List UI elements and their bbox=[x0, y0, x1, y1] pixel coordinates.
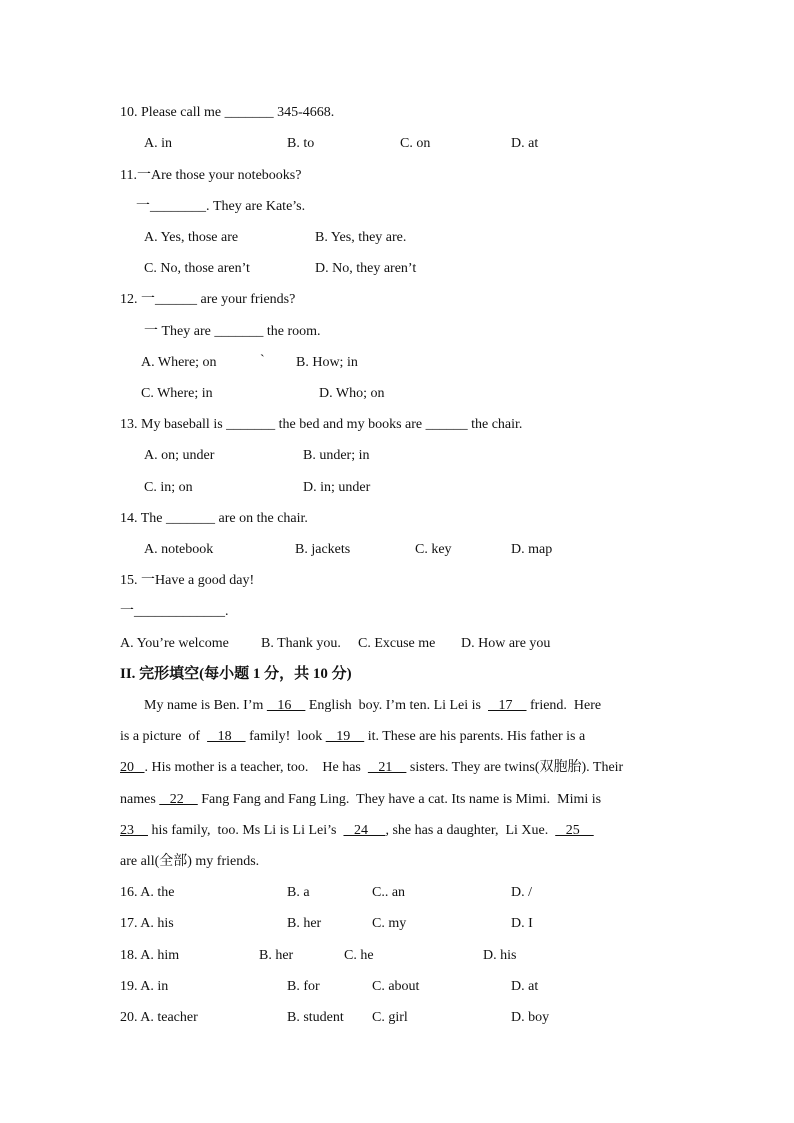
question-13-stem: 13. My baseball is _______ the bed and my books are ______ the chair. bbox=[120, 417, 523, 432]
blank-23: 23 bbox=[120, 823, 148, 838]
q15-option-a: A. You’re welcome bbox=[120, 636, 229, 651]
question-11-stem: 11.一Are those your notebooks? bbox=[120, 168, 302, 183]
q12-option-c: C. Where; in bbox=[141, 386, 213, 401]
q11-option-d: D. No, they aren’t bbox=[315, 261, 417, 276]
q18-option-a: 18. A. him bbox=[120, 948, 180, 963]
q13-option-d: D. in; under bbox=[303, 480, 371, 495]
q12-option-a: A. Where; on bbox=[141, 355, 217, 370]
q13-option-b: B. under; in bbox=[303, 448, 370, 463]
q16-option-c: C.. an bbox=[372, 885, 406, 900]
q14-option-b: B. jackets bbox=[295, 542, 351, 557]
q10-option-c: C. on bbox=[400, 136, 431, 151]
section-2-heading: II. 完形填空(每小题 1 分，共 10 分) bbox=[120, 666, 352, 682]
q14-option-d: D. map bbox=[511, 542, 553, 557]
blank-21: 21 bbox=[367, 760, 407, 775]
q11-option-a: A. Yes, those are bbox=[144, 230, 239, 245]
q14-option-a: A. notebook bbox=[144, 542, 214, 557]
question-10-stem: 10. Please call me _______ 345-4668. bbox=[120, 105, 335, 120]
q17-option-d: D. I bbox=[511, 916, 533, 931]
q19-option-a: 19. A. in bbox=[120, 979, 169, 994]
blank-16: 16 bbox=[266, 698, 306, 713]
passage-line-2: is a picture of 18 family! look 19 it. These are his parents. His father is a bbox=[120, 729, 586, 744]
question-14-stem: 14. The _______ are on the chair. bbox=[120, 511, 308, 526]
q18-option-c: C. he bbox=[344, 948, 374, 963]
q10-option-b: B. to bbox=[287, 136, 315, 151]
q13-option-a: A. on; under bbox=[144, 448, 215, 463]
blank-22: 22 bbox=[159, 792, 198, 807]
q15-option-c: C. Excuse me bbox=[358, 636, 436, 651]
q18-option-b: B. her bbox=[259, 948, 294, 963]
q12-option-b: B. How; in bbox=[296, 355, 358, 370]
q20-option-b: B. student bbox=[287, 1010, 344, 1025]
q17-option-a: 17. A. his bbox=[120, 916, 174, 931]
question-15-reply: 一_____________. bbox=[120, 604, 229, 619]
passage-line-6: are all(全部) my friends. bbox=[120, 854, 260, 869]
q16-option-b: B. a bbox=[287, 885, 310, 900]
q19-option-b: B. for bbox=[287, 979, 320, 994]
q15-option-d: D. How are you bbox=[461, 636, 551, 651]
passage-line-5: 23 his family, too. Ms Li is Li Lei’s 24 , she has a daughter, Li Xue. 25 bbox=[120, 823, 594, 838]
q12-option-d: D. Who; on bbox=[319, 386, 385, 401]
q10-option-a: A. in bbox=[144, 136, 172, 151]
q17-option-b: B. her bbox=[287, 916, 322, 931]
q13-option-c: C. in; on bbox=[144, 480, 193, 495]
q11-option-b: B. Yes, they are. bbox=[315, 230, 407, 245]
q11-option-c: C. No, those aren’t bbox=[144, 261, 250, 276]
q16-option-a: 16. A. the bbox=[120, 885, 175, 900]
passage-line-4: names 22 Fang Fang and Fang Ling. They have a cat. Its name is Mimi. Mimi is bbox=[120, 792, 602, 807]
q19-option-d: D. at bbox=[511, 979, 539, 994]
q20-option-a: 20. A. teacher bbox=[120, 1010, 198, 1025]
question-15-stem: 15. 一Have a good day! bbox=[120, 573, 255, 588]
q20-option-d: D. boy bbox=[511, 1010, 550, 1025]
q17-option-c: C. my bbox=[372, 916, 407, 931]
blank-25: 25 bbox=[555, 823, 594, 838]
q20-option-c: C. girl bbox=[372, 1010, 408, 1025]
q16-option-d: D. / bbox=[511, 885, 532, 900]
q14-option-c: C. key bbox=[415, 542, 452, 557]
blank-20: 20 bbox=[120, 760, 145, 775]
blank-19: 19 bbox=[325, 729, 365, 744]
question-12-stem: 12. 一______ are your friends? bbox=[120, 292, 296, 307]
question-12-reply: 一 They are _______ the room. bbox=[144, 324, 321, 339]
blank-24: 24 bbox=[343, 823, 386, 838]
q19-option-c: C. about bbox=[372, 979, 420, 994]
blank-17: 17 bbox=[488, 698, 527, 713]
q12-stray-mark: ` bbox=[260, 353, 265, 368]
passage-line-3: 20 . His mother is a teacher, too. He has 21 sisters. They are twins(双胞胎). Their bbox=[120, 760, 624, 775]
q10-option-d: D. at bbox=[511, 136, 539, 151]
q15-option-b: B. Thank you. bbox=[261, 636, 341, 651]
q18-option-d: D. his bbox=[483, 948, 517, 963]
passage-line-1: My name is Ben. I’m 16 English boy. I’m ten. Li Lei is 17 friend. Here bbox=[144, 698, 602, 713]
blank-18: 18 bbox=[207, 729, 246, 744]
question-11-reply: 一________. They are Kate’s. bbox=[136, 199, 306, 214]
